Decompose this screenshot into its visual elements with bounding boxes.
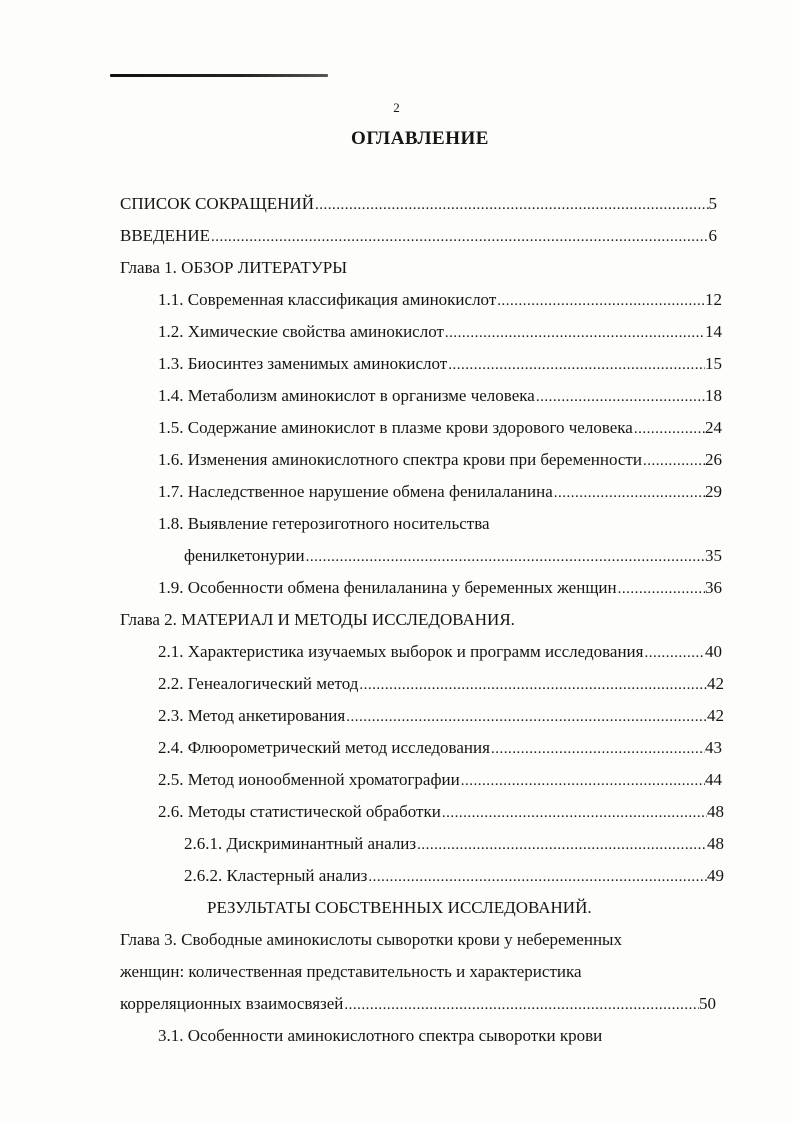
toc-entry-page: 29: [705, 482, 722, 501]
toc-entry-page: 5: [708, 194, 717, 213]
toc-entry-text: 2.6. Методы статистической обработки: [158, 802, 441, 821]
toc-entry-page: 36: [705, 578, 722, 597]
header-rule: [110, 74, 328, 77]
toc-entry-page: 48: [707, 802, 724, 821]
leader-dots: [306, 549, 705, 566]
toc-entry-page: 6: [708, 226, 717, 245]
leader-dots: [359, 677, 707, 694]
toc-entry[interactable]: [158, 450, 722, 474]
toc-entry[interactable]: [158, 578, 722, 602]
toc-entry[interactable]: [158, 770, 722, 794]
toc-entry[interactable]: [158, 322, 722, 346]
toc-entry[interactable]: [158, 354, 722, 378]
leader-dots: [315, 197, 709, 214]
toc-entry-text: 2.5. Метод ионообменной хроматографии: [158, 770, 460, 789]
toc-entry-page: 43: [705, 738, 722, 757]
leader-dots: [448, 357, 705, 374]
leader-dots: [346, 709, 707, 726]
toc-entry-text: 1.4. Метаболизм аминокислот в организме человека: [158, 386, 535, 405]
page-title: ОГЛАВЛЕНИЕ: [351, 128, 489, 149]
toc-entry-page: 42: [707, 706, 724, 725]
page-number: 2: [393, 100, 400, 115]
toc-entry[interactable]: [158, 802, 724, 826]
toc-entry[interactable]: [158, 674, 724, 698]
toc-entry-text: 1.9. Особенности обмена фенилаланина у беременных женщин: [158, 578, 617, 597]
leader-dots: [554, 485, 705, 502]
toc-entry-text: 2.6.2. Кластерный анализ: [184, 866, 368, 885]
toc-entry-page: 24: [705, 418, 722, 437]
toc-entry-text: 2.3. Метод анкетирования: [158, 706, 346, 725]
leader-dots: [211, 229, 709, 246]
toc-entry-text: 1.7. Наследственное нарушение обмена фенилаланина: [158, 482, 553, 501]
toc-entry[interactable]: [158, 418, 722, 442]
leader-dots: [644, 645, 705, 662]
leader-dots: [634, 421, 705, 438]
toc-entry[interactable]: [158, 482, 722, 506]
leader-dots: [643, 453, 705, 470]
leader-dots: [368, 869, 707, 886]
toc-entry-text: 1.1. Современная классификация аминокислот: [158, 290, 497, 309]
results-heading[interactable]: РЕЗУЛЬТАТЫ СОБСТВЕННЫХ ИССЛЕДОВАНИЙ.: [207, 898, 592, 917]
toc-entry[interactable]: [158, 738, 722, 762]
toc-entry-page: 15: [705, 354, 722, 373]
toc-entry-text: СПИСОК СОКРАЩЕНИЙ: [120, 194, 314, 213]
toc-chapter-1-heading[interactable]: Глава 1. ОБЗОР ЛИТЕРАТУРЫ: [120, 258, 348, 277]
toc-entry-text: 1.6. Изменения аминокислотного спектра крови при беременности: [158, 450, 642, 469]
leader-dots: [536, 389, 705, 406]
toc-entry-text: 1.5. Содержание аминокислот в плазме крови здорового человека: [158, 418, 633, 437]
toc-entry[interactable]: [158, 386, 722, 410]
toc-entry-text: корреляционных взаимосвязей: [120, 994, 344, 1013]
toc-entry-text: фенилкетонурии: [184, 546, 305, 565]
toc-entry-text: 2.1. Характеристика изучаемых выборок и программ исследования: [158, 642, 644, 661]
toc-entry-text: 1.3. Биосинтез заменимых аминокислот: [158, 354, 448, 373]
toc-chapter-3-heading-line-1[interactable]: Глава 3. Свободные аминокислоты сыворотки крови у небеременных: [120, 930, 622, 949]
toc-entry-page: 44: [705, 770, 722, 789]
toc-entry-page: 26: [705, 450, 722, 469]
toc-entry[interactable]: [184, 546, 722, 570]
toc-entry-text: 2.4. Флюорометрический метод исследования: [158, 738, 490, 757]
toc-chapter-3-heading-line-2[interactable]: женщин: количественная представительность и характеристика: [120, 962, 582, 981]
leader-dots: [618, 581, 705, 598]
leader-dots: [344, 997, 699, 1014]
toc-entry-page: 48: [707, 834, 724, 853]
toc-entry-text: 2.2. Генеалогический метод: [158, 674, 359, 693]
toc-entry-text: ВВЕДЕНИЕ: [120, 226, 210, 245]
toc-entry[interactable]: [184, 866, 724, 890]
toc-entry[interactable]: [184, 834, 724, 858]
toc-entry-text[interactable]: 3.1. Особенности аминокислотного спектра сыворотки крови: [158, 1026, 603, 1045]
toc-entry[interactable]: [158, 706, 724, 730]
toc-entry-page: 40: [705, 642, 722, 661]
leader-dots: [491, 741, 705, 758]
toc-entry-text: 2.6.1. Дискриминантный анализ: [184, 834, 417, 853]
toc-entry-page: 50: [699, 994, 716, 1013]
toc-entry-text[interactable]: 1.8. Выявление гетерозиготного носительства: [158, 514, 490, 533]
toc-entry-text: 1.2. Химические свойства аминокислот: [158, 322, 444, 341]
toc-entry-page: 42: [707, 674, 724, 693]
leader-dots: [442, 805, 707, 822]
toc-entry-page: 49: [707, 866, 724, 885]
toc-entry-introduction[interactable]: [120, 226, 717, 250]
toc-chapter-3-heading-line-3[interactable]: [120, 994, 716, 1018]
toc-entry[interactable]: [158, 642, 722, 666]
leader-dots: [417, 837, 707, 854]
toc-entry-page: 12: [705, 290, 722, 309]
toc-entry-page: 14: [705, 322, 722, 341]
toc-chapter-2-heading[interactable]: Глава 2. МАТЕРИАЛ И МЕТОДЫ ИССЛЕДОВАНИЯ.: [120, 610, 515, 629]
toc-entry-abbreviations[interactable]: [120, 194, 717, 218]
leader-dots: [497, 293, 705, 310]
toc-entry-page: 35: [705, 546, 722, 565]
toc-entry-page: 18: [705, 386, 722, 405]
leader-dots: [461, 773, 705, 790]
toc-entry[interactable]: [158, 290, 722, 314]
leader-dots: [445, 325, 705, 342]
